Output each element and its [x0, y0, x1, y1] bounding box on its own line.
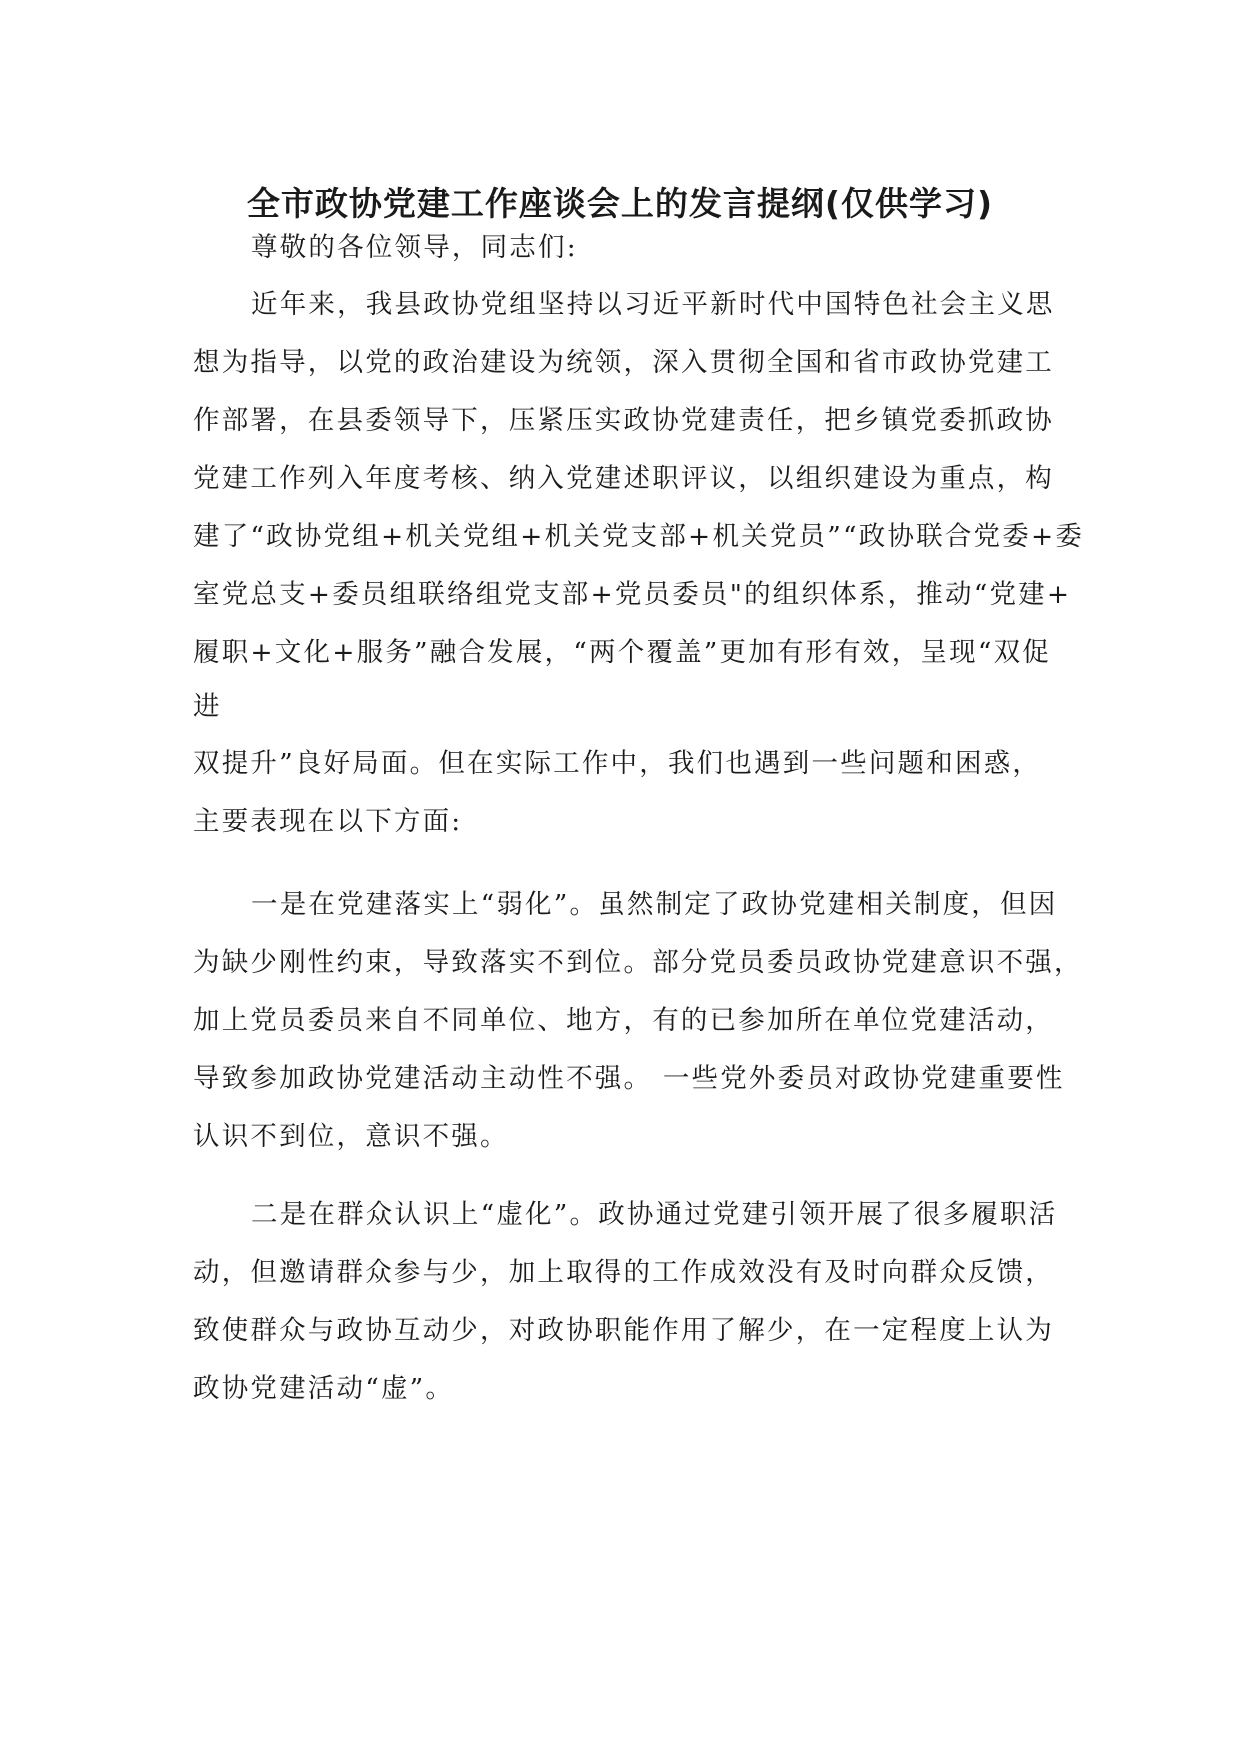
- paragraph-line: 双提升”良好局面。但在实际工作中，我们也遇到一些问题和困惑，: [193, 748, 1042, 779]
- paragraph-line: 党建工作列入年度考核、纳入党建述职评议，以组织建设为重点，构: [193, 463, 1054, 494]
- paragraph-line: 想为指导，以党的政治建设为统领，深入贯彻全国和省市政协党建工: [193, 347, 1054, 378]
- paragraph-line: 主要表现在以下方面:: [193, 806, 463, 837]
- paragraph-line: 二是在群众认识上“虚化”。政协通过党建引领开展了很多履职活: [251, 1199, 1058, 1230]
- paragraph-line: 作部署，在县委领导下，压紧压实政协党建责任，把乡镇党委抓政协: [193, 405, 1054, 436]
- paragraph-line: 履职+文化+服务”融合发展，“两个覆盖”更加有形有效，呈现“双促: [193, 637, 1051, 668]
- paragraph-line: 认识不到位，意识不强。: [193, 1121, 509, 1152]
- document-title: 全市政协党建工作座谈会上的发言提纲(仅供学习): [246, 184, 994, 223]
- salutation: 尊敬的各位领导，同志们:: [251, 232, 578, 263]
- paragraph-line: 致使群众与政协互动少，对政协职能作用了解少，在一定程度上认为: [193, 1315, 1054, 1346]
- paragraph-line: 室党总支+委员组联络组党支部+党员委员"的组织体系，推动“党建+: [193, 579, 1072, 610]
- paragraph-line: 一是在党建落实上“弱化”。虽然制定了政协党建相关制度，但因: [251, 889, 1058, 920]
- paragraph-line: 政协党建活动“虚”。: [193, 1373, 455, 1404]
- paragraph-line: 建了“政协党组+机关党组+机关党支部+机关党员”“政协联合党委+委: [193, 521, 1085, 552]
- paragraph-line: 动，但邀请群众参与少，加上取得的工作成效没有及时向群众反馈，: [193, 1257, 1054, 1288]
- paragraph-line: 加上党员委员来自不同单位、地方，有的已参加所在单位党建活动，: [193, 1005, 1054, 1036]
- paragraph-line: 导致参加政协党建活动主动性不强。 一些党外委员对政协党建重要性: [193, 1063, 1065, 1094]
- paragraph-line: 进: [193, 691, 222, 722]
- paragraph-line: 近年来，我县政协党组坚持以习近平新时代中国特色社会主义思: [251, 289, 1055, 320]
- paragraph-line: 为缺少刚性约束，导致落实不到位。部分党员委员政协党建意识不强，: [193, 947, 1083, 978]
